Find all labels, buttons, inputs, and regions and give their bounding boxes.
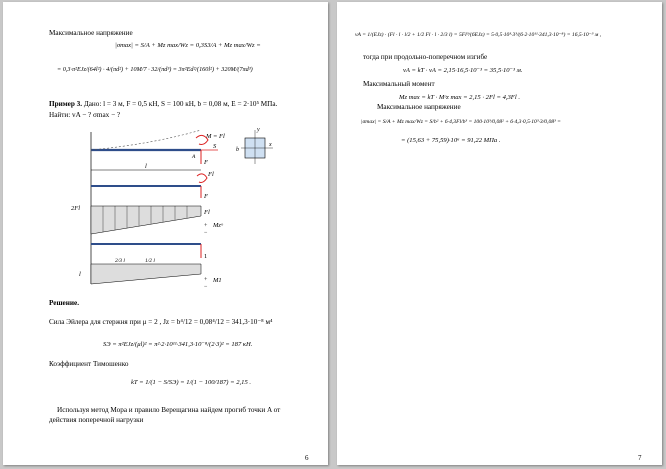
label-fl: Fl [208, 171, 214, 178]
label-f-1: F [204, 159, 208, 166]
label-l-small: l [79, 271, 81, 278]
timoshenko-title: Коэффициент Тимошенко [49, 360, 129, 368]
label-plus-1: + [204, 223, 208, 229]
label-mz: Mzᵒ [213, 222, 223, 229]
max-stress-title: Максимальное напряжение [377, 103, 461, 111]
label-plus-2: + [204, 277, 208, 283]
label-minus-1: − [204, 230, 208, 236]
example-find: Найти: vA − ? σmax − ? [49, 111, 121, 119]
max-moment-title: Максимальный момент [363, 80, 435, 88]
mohr-text-2: действия поперечной нагрузки [49, 416, 144, 424]
label-m-eq-fl: M = Fl [206, 133, 225, 140]
label-fl-2: Fl [204, 209, 210, 216]
beam-diagram-figure [63, 124, 283, 294]
example-title: Пример 3. [49, 100, 83, 108]
label-minus-2: − [204, 284, 208, 290]
max-stress-formula-1: |σmax| = S/A + Mz max/Wz = S/b² + 6·4,3Fl/b³ = 100·10³/0,08² + 6·4,3·0,5·10³·3/0,08³ = [361, 119, 561, 125]
document-page-left [3, 2, 328, 465]
section-x: x [269, 142, 272, 148]
formula-sigma-line-1: |σmax| = S/A + Mz max/Wz = 0,3S3/A + Mz max/Wz = [115, 42, 261, 49]
bending-formula: vA = kT · vA = 2,15·16,5·10⁻³ = 35,5·10⁻³ м. [403, 67, 523, 74]
heading-max-stress: Максимальное напряжение [49, 29, 133, 37]
label-f-2: F [204, 193, 208, 200]
label-one: 1 [204, 253, 208, 260]
label-a: A [192, 154, 196, 160]
euler-formula: SЭ = π²EJz/(μl)² = π²·2·10¹¹·341,3·10⁻⁸/(2·3)² = 187 кН. [103, 341, 253, 348]
section-b: b [236, 147, 239, 153]
label-2fl: 2Fl [71, 205, 81, 212]
solution-title: Решение. [49, 299, 80, 307]
label-two-thirds: 2/3 l [115, 258, 125, 264]
example-given: Дано: l = 3 м, F = 0,5 кН, S = 100 кН, b = 0,08 м, E = 2·10⁵ МПа. [83, 100, 278, 108]
page-number-right: 7 [638, 454, 642, 462]
bending-text: тогда при продольно-поперечном изгибе [363, 53, 488, 61]
label-s: S [213, 143, 217, 150]
max-moment-formula: Mz max = kT · Mᵒz max = 2,15 · 2Fl = 4,3Fl . [399, 94, 520, 101]
deflection-formula: vA = 1/(EJz) · (Fl · l · l/2 + 1/2 Fl · l · 2/3 l) = 5Fl³/(6EJz) = 5·0,5·10³·3³/(6·2·10¹¹·341,3·10⁻⁸) = 16,5·10⁻³ м , [355, 32, 602, 38]
label-m1: M1 [213, 277, 222, 284]
mohr-text-1: Используя метод Мора и правило Верещагина найдем прогиб точки A от [57, 406, 281, 414]
section-y: y [257, 127, 260, 133]
document-page-right [337, 2, 662, 465]
page-number-left: 6 [305, 454, 309, 462]
label-l: l [145, 163, 147, 170]
label-half: 1/2 l [145, 258, 155, 264]
timoshenko-formula: kT = 1/(1 − S/SЭ) = 1/(1 − 100/187) = 2,15 . [131, 379, 252, 386]
max-stress-formula-2: = (15,63 + 75,59)·10⁶ = 91,22 МПа . [401, 137, 501, 144]
euler-text: Сила Эйлера для стержня при μ = 2 , Jz = b⁴/12 = 0,08⁴/12 = 341,3·10⁻⁸ м⁴ [49, 318, 273, 326]
formula-sigma-line-2: = 0,3·π²EJz/(64l²) · 4/(πd²) + 10M/7 · 32/(πd³) = 3π²Ed²/(160l²) + 320M/(7πd³) [57, 66, 253, 73]
